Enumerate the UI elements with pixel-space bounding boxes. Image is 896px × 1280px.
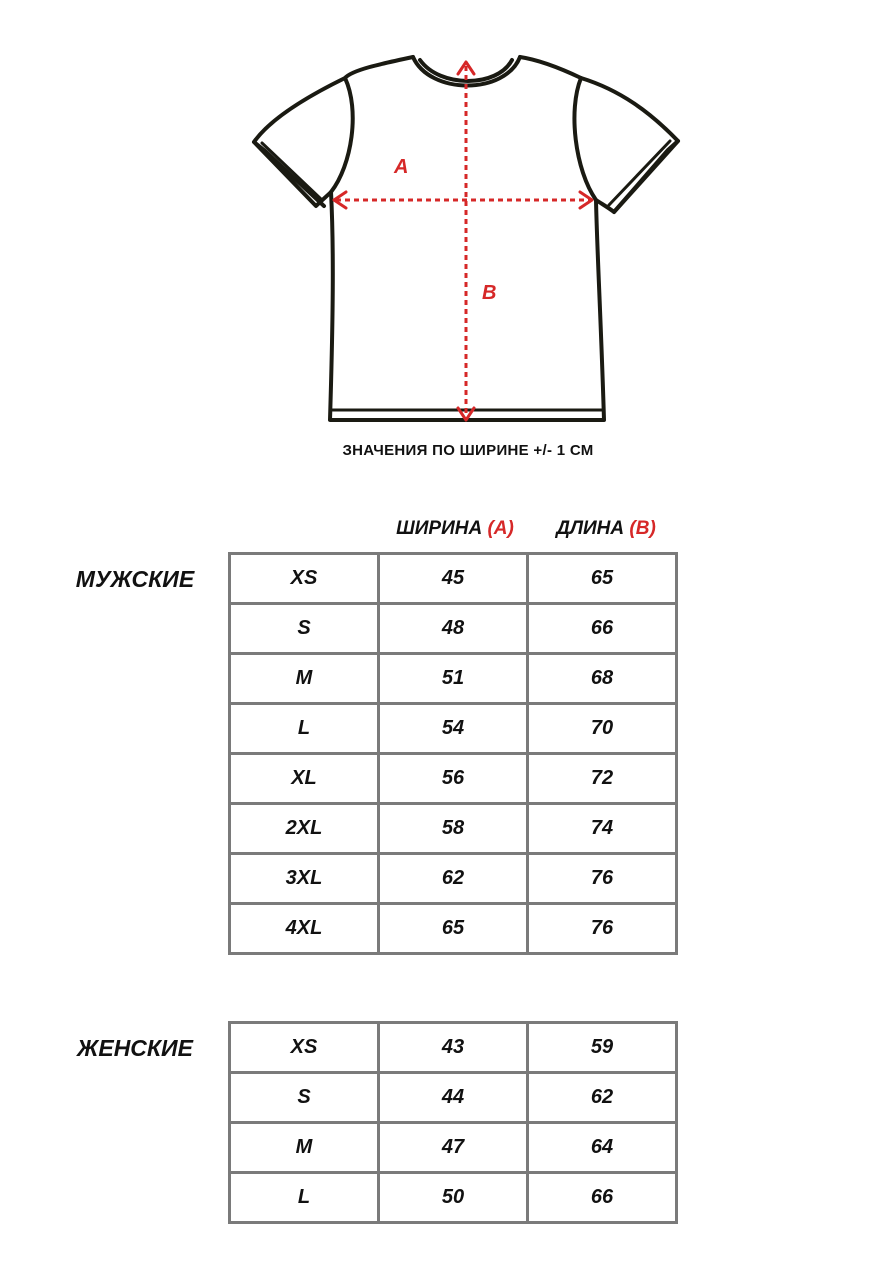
- length-cell: 76: [528, 854, 677, 904]
- length-cell: 72: [528, 754, 677, 804]
- table-row: [230, 1173, 677, 1223]
- length-cell: 66: [528, 604, 677, 654]
- length-cell: 74: [528, 804, 677, 854]
- length-column-header: [531, 518, 681, 540]
- women-size-table: [228, 1021, 678, 1224]
- size-cell: 3XL: [230, 854, 379, 904]
- length-cell: 65: [528, 554, 677, 604]
- width-cell: 48: [379, 604, 528, 654]
- size-cell: L: [230, 704, 379, 754]
- size-cell: XS: [230, 1023, 379, 1073]
- width-cell: 58: [379, 804, 528, 854]
- size-cell: 2XL: [230, 804, 379, 854]
- width-cell: 45: [379, 554, 528, 604]
- measure-label-a: A: [394, 156, 409, 178]
- size-cell: 4XL: [230, 904, 379, 954]
- length-cell: 64: [528, 1123, 677, 1173]
- width-cell: 65: [379, 904, 528, 954]
- length-cell: 59: [528, 1023, 677, 1073]
- tshirt-outline-illustration: [240, 40, 700, 440]
- width-cell: 56: [379, 754, 528, 804]
- length-cell: 68: [528, 654, 677, 704]
- width-cell: 62: [379, 854, 528, 904]
- table-row: [230, 654, 677, 704]
- table-row: [230, 704, 677, 754]
- measure-label-b: B: [482, 282, 497, 304]
- table-row: [230, 754, 677, 804]
- size-cell: XL: [230, 754, 379, 804]
- table-row: [230, 1123, 677, 1173]
- table-row: [230, 854, 677, 904]
- length-header-label: ДЛИНА: [556, 518, 625, 539]
- width-cell: 54: [379, 704, 528, 754]
- width-cell: 47: [379, 1123, 528, 1173]
- width-cell: 51: [379, 654, 528, 704]
- size-cell: S: [230, 604, 379, 654]
- women-group-title: ЖЕНСКИЕ: [77, 1035, 193, 1061]
- table-row: [230, 804, 677, 854]
- tshirt-diagram: [240, 40, 700, 440]
- table-row: [230, 904, 677, 954]
- length-header-key: (B): [629, 518, 656, 539]
- width-cell: 50: [379, 1173, 528, 1223]
- width-cell: 43: [379, 1023, 528, 1073]
- table-row: [230, 1073, 677, 1123]
- width-header-key: (A): [487, 518, 514, 539]
- width-cell: 44: [379, 1073, 528, 1123]
- table-row: [230, 1023, 677, 1073]
- size-cell: XS: [230, 554, 379, 604]
- length-cell: 66: [528, 1173, 677, 1223]
- width-header-label: ШИРИНА: [396, 518, 483, 539]
- size-cell: M: [230, 1123, 379, 1173]
- size-cell: M: [230, 654, 379, 704]
- size-cell: L: [230, 1173, 379, 1223]
- men-group-title: МУЖСКИЕ: [75, 566, 195, 592]
- tolerance-note: ЗНАЧЕНИЯ ПО ШИРИНЕ +/- 1 СМ: [342, 442, 594, 459]
- length-cell: 76: [528, 904, 677, 954]
- table-row: [230, 604, 677, 654]
- length-cell: 70: [528, 704, 677, 754]
- table-row: [230, 554, 677, 604]
- size-cell: S: [230, 1073, 379, 1123]
- length-cell: 62: [528, 1073, 677, 1123]
- width-column-header: [380, 518, 530, 540]
- men-size-table: [228, 552, 678, 955]
